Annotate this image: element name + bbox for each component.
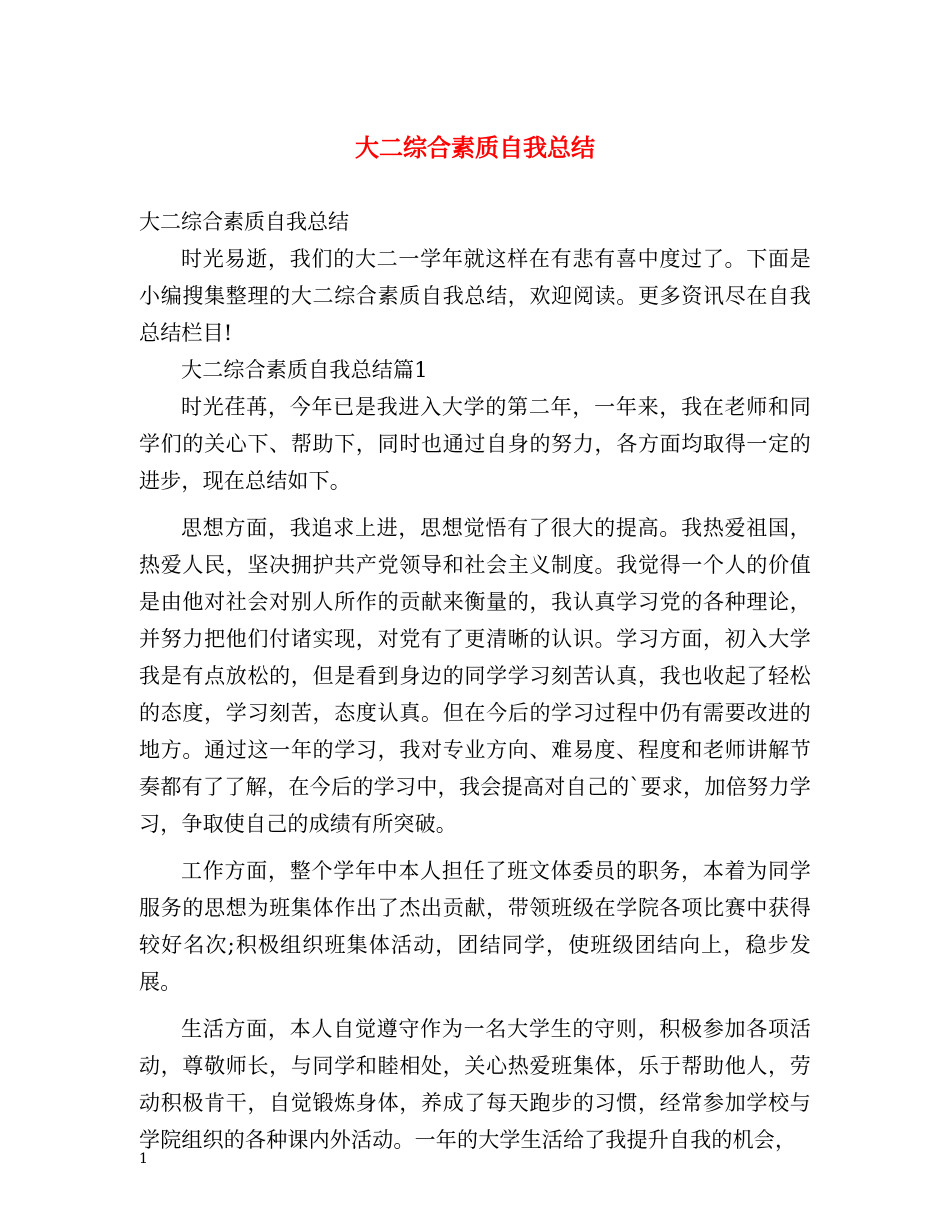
paragraph-intro: 时光易逝，我们的大二一学年就这样在有悲有喜中度过了。下面是小编搜集整理的大二综合素质自我总结，欢迎阅读。更多资讯尽在自我总结栏目!: [139, 247, 811, 345]
section-heading: 大二综合素质自我总结篇1: [181, 358, 428, 382]
paragraph-life: 生活方面，本人自觉遵守作为一名大学生的守则，积极参加各项活动，尊敬师长，与同学和睦相处，关心热爱班集体，乐于帮助他人，劳动积极肯干，自觉锻炼身体，养成了每天跑步的习惯，经常参加学校与学院组织的各种课内外活动。一年的大学生活给了我提升自我的机会，: [139, 1017, 811, 1152]
paragraph-opening: 时光荏苒，今年已是我进入大学的第二年，一年来，我在老师和同学们的关心下、帮助下，同时也通过自身的努力，各方面均取得一定的进步，现在总结如下。: [139, 395, 811, 493]
document-body: [139, 204, 811, 1159]
document-subtitle: 大二综合素质自我总结: [139, 210, 349, 234]
paragraph-thought-study: 思想方面，我追求上进，思想觉悟有了很大的提高。我热爱祖国，热爱人民，坚决拥护共产党领导和社会主义制度。我觉得一个人的价值是由他对社会对别人所作的贡献来衡量的，我认真学习党的各种理论，并努力把他们付诸实现，对党有了更清晰的认识。学习方面，初入大学我是有点放松的，但是看到身边的同学学习刻苦认真，我也收起了轻松的态度，学习刻苦，态度认真。但在今后的学习过程中仍有需要改进的地方。通过这一年的学习，我对专业方向、难易度、程度和老师讲解节奏都有了了解，在今后的学习中，我会提高对自己的`要求，加倍努力学习，争取使自己的成绩有所突破。: [139, 516, 811, 836]
document-title: 大二综合素质自我总结: [355, 133, 595, 162]
page-number: 1: [139, 1151, 148, 1167]
paragraph-work: 工作方面，整个学年中本人担任了班文体委员的职务，本着为同学服务的思想为班集体作出了杰出贡献，带领班级在学院各项比赛中获得较好名次;积极组织班集体活动，团结同学，使班级团结向上，稳步发展。: [139, 859, 811, 994]
